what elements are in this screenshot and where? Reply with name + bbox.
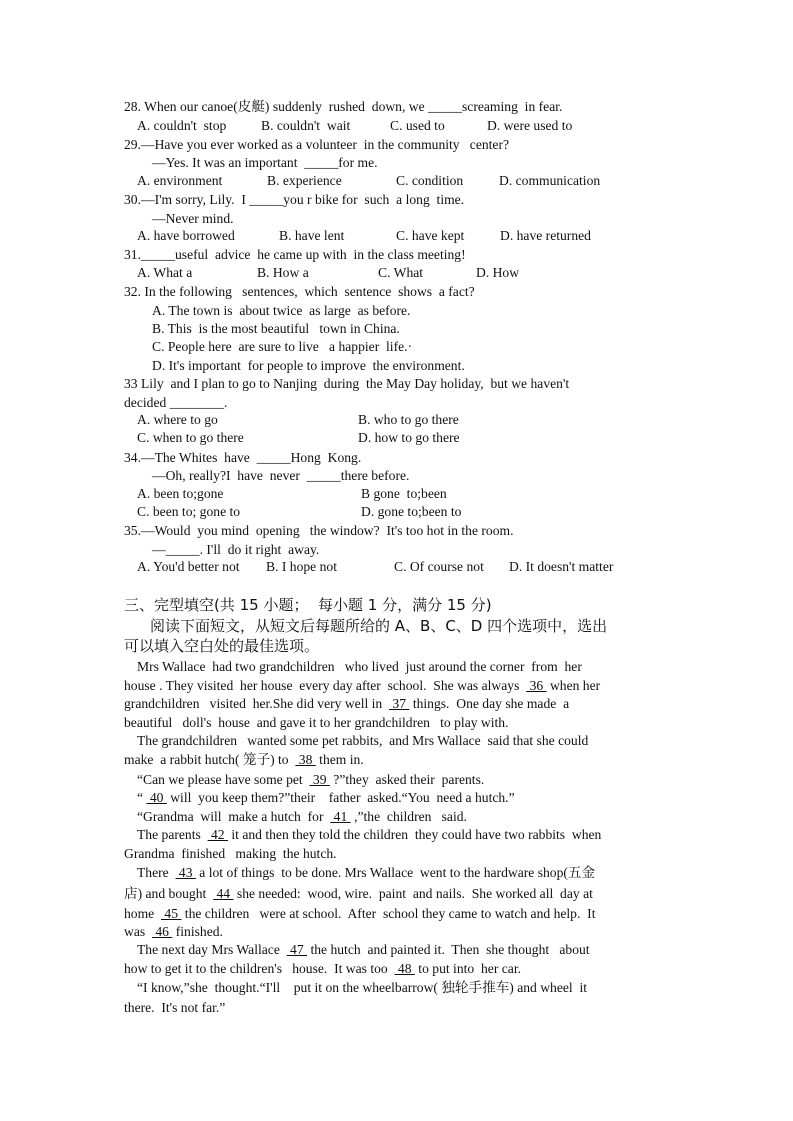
passage-text: house . They visited her house every day after school. She was always (124, 678, 527, 693)
passage-text: The next day Mrs Wallace (137, 942, 287, 957)
passage-text: ,”the children said. (350, 809, 467, 824)
question-33-stem-cont: decided ________. (124, 395, 228, 410)
passage-line: beautiful doll's house and gave it to her grandchildren to play with. (124, 715, 509, 730)
question-34-option-d: D. gone to;been to (361, 504, 462, 519)
passage-text: it and then they told the children they could have two rabbits when (227, 827, 602, 842)
question-30-option-b: B. have lent (279, 228, 345, 243)
blank-47: 47 (286, 942, 308, 957)
passage-text: home (124, 906, 161, 921)
question-29-reply: —Yes. It was an important _____for me. (152, 155, 378, 170)
passage-text: There (137, 865, 176, 880)
passage-text: the children were at school. After school they came to watch and help. It (181, 906, 596, 921)
passage-line (124, 885, 593, 903)
question-29-stem: 29.—Have you ever worked as a volunteer in the community center? (124, 137, 510, 152)
passage-line (137, 808, 467, 826)
blank-41: 41 (330, 809, 351, 824)
question-31-option-d: D. How (476, 265, 520, 280)
question-34-reply: —Oh, really?I have never _____there before. (152, 468, 410, 483)
passage-text: when her (546, 678, 601, 693)
question-30-option-a: A. have borrowed (137, 228, 235, 243)
blank-40: 40 (146, 790, 167, 805)
passage-line (124, 751, 364, 769)
blank-36: 36 (526, 678, 547, 693)
passage-line (137, 826, 601, 844)
passage-text: she needed: wood, wire. paint and nails. She worked all day at (233, 886, 593, 901)
question-28-option-a: A. couldn't stop (137, 118, 227, 133)
question-35-option-c: C. Of course not (394, 559, 484, 574)
passage-line (137, 864, 595, 882)
passage-line (124, 923, 223, 941)
question-29-option-a: A. environment (137, 173, 223, 188)
passage-text: will you keep them?”their father asked.“You need a hutch.” (166, 790, 515, 805)
question-34-option-a: A. been to;gone (137, 486, 224, 501)
passage-text: “Grandma will make a hutch for (137, 809, 331, 824)
question-30-stem: 30.—I'm sorry, Lily. I _____you r bike for such a long time. (124, 192, 465, 207)
question-28-option-c: C. used to (390, 118, 445, 133)
question-31-option-a: A. What a (137, 265, 193, 280)
question-30-option-c: C. have kept (396, 228, 465, 243)
question-34-option-c: C. been to; gone to (137, 504, 241, 519)
blank-46: 46 (151, 924, 173, 939)
question-33-option-d: D. how to go there (358, 430, 460, 445)
passage-text: ?”they asked their parents. (329, 772, 485, 787)
blank-44: 44 (213, 886, 234, 901)
passage-line (137, 941, 590, 959)
passage-text: “Can we please have some pet (137, 772, 310, 787)
blank-37: 37 (389, 696, 410, 711)
question-29-option-b: B. experience (267, 173, 342, 188)
passage-line (124, 677, 600, 695)
section-3-title: 三、完型填空(共 15 小题； 每小题 1 分，满分 15 分) (124, 596, 492, 614)
passage-line (124, 695, 569, 713)
section-3-instruction: 阅读下面短文，从短文后每题所给的 A、B、C、D 四个选项中，选出 (150, 617, 608, 635)
passage-text: finished. (172, 924, 223, 939)
question-29-option-d: D. communication (499, 173, 601, 188)
question-31-stem: 31._____useful advice he came up with in the class meeting! (124, 247, 466, 262)
question-33-stem: 33 Lily and I plan to go to Nanjing during the May Day holiday, but we haven't (124, 376, 570, 391)
question-32-option-d: D. It's important for people to improve the environment. (152, 358, 465, 373)
passage-line (137, 771, 484, 789)
passage-text: them in. (315, 752, 364, 767)
question-33-option-a: A. where to go (137, 412, 218, 427)
question-31-option-c: C. What (378, 265, 424, 280)
question-29-option-c: C. condition (396, 173, 464, 188)
blank-48: 48 (394, 961, 415, 976)
passage-line (124, 960, 521, 978)
passage-text: how to get it to the children's house. It was too (124, 961, 395, 976)
passage-line (124, 905, 595, 923)
passage-text: to put into her car. (414, 961, 521, 976)
question-35-stem: 35.—Would you mind opening the window? It's too hot in the room. (124, 523, 514, 538)
passage-text: the hutch and painted it. Then she thought about (307, 942, 590, 957)
blank-43: 43 (175, 865, 196, 880)
passage-text: things. One day she made a (409, 696, 570, 711)
question-30-reply: —Never mind. (152, 211, 234, 226)
blank-39: 39 (309, 772, 330, 787)
passage-line: there. It's not far.” (124, 1000, 226, 1015)
question-31-option-b: B. How a (257, 265, 309, 280)
question-33-option-c: C. when to go there (137, 430, 244, 445)
passage-line: Grandma finished making the hutch. (124, 846, 337, 861)
passage-text: “ (137, 790, 147, 805)
passage-line: Mrs Wallace had two grandchildren who lived just around the corner from her (137, 659, 582, 674)
passage-text: make a rabbit hutch( 笼子) to (124, 752, 296, 767)
blank-42: 42 (207, 827, 228, 842)
passage-line (137, 789, 515, 807)
blank-45: 45 (161, 906, 182, 921)
question-28-option-b: B. couldn't wait (261, 118, 351, 133)
question-32-option-c: C. People here are sure to live a happier life.· (152, 339, 413, 354)
question-32-option-a: A. The town is about twice as large as before. (152, 303, 411, 318)
passage-line: “I know,”she thought.“I'll put it on the wheelbarrow( 独轮手推车) and wheel it (137, 980, 588, 995)
passage-text: 店) and bought (124, 886, 214, 901)
section-3-instruction-cont: 可以填入空白处的最佳选项。 (124, 637, 320, 655)
question-32-stem: 32. In the following sentences, which sentence shows a fact? (124, 284, 475, 299)
passage-text: was (124, 924, 152, 939)
passage-text: grandchildren visited her.She did very well in (124, 696, 390, 711)
question-35-reply: —_____. I'll do it right away. (152, 542, 320, 557)
question-32-option-b: B. This is the most beautiful town in China. (152, 321, 400, 336)
question-35-option-a: A. You'd better not (137, 559, 240, 574)
blank-38: 38 (295, 752, 316, 767)
question-35-option-d: D. It doesn't matter (509, 559, 614, 574)
passage-text: a lot of things to be done. Mrs Wallace went to the hardware shop(五金 (195, 865, 596, 880)
passage-text: The parents (137, 827, 208, 842)
question-34-stem: 34.—The Whites have _____Hong Kong. (124, 450, 362, 465)
question-28-option-d: D. were used to (487, 118, 573, 133)
question-34-option-b: B gone to;been (361, 486, 447, 501)
passage-line: The grandchildren wanted some pet rabbits, and Mrs Wallace said that she could (137, 733, 589, 748)
question-28-stem: 28. When our canoe(皮艇) suddenly rushed down, we _____screaming in fear. (124, 99, 563, 114)
question-33-option-b: B. who to go there (358, 412, 459, 427)
question-35-option-b: B. I hope not (266, 559, 337, 574)
question-30-option-d: D. have returned (500, 228, 591, 243)
